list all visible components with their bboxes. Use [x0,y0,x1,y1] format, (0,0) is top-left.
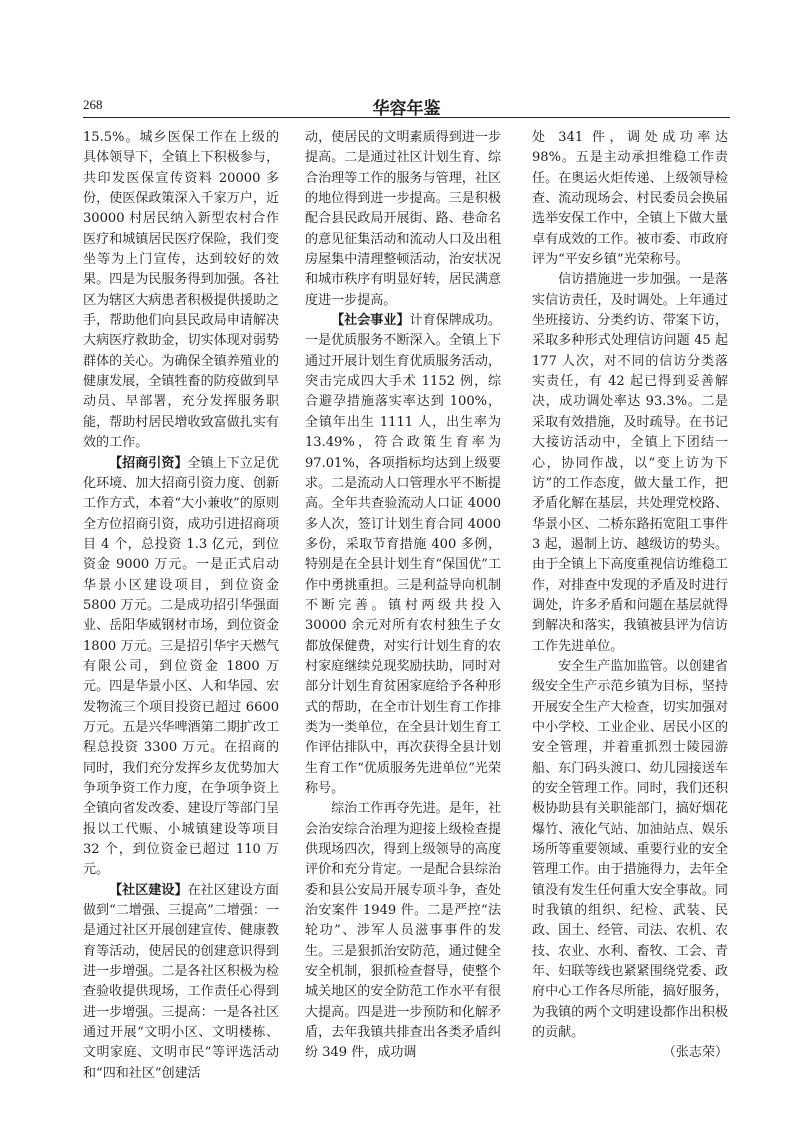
running-title: 华容年鉴 [372,99,441,119]
paragraph-safety: 安全生产监加监管。以创建省级安全生产示范乡镇为目标，坚持开展安全生产大检查，切实加强对中小学校、工业企业、居民小区的安全管理，并着重抓烈士陵园游船、东门码头渡口、幼儿园接送车的安全管理工作。同时，我们还积极协助县有关职能部门，搞好烟花爆竹、液化气站、加油站点、娱乐场所等重要领域、重要行业的安全管理工作。由于措施得力，去年全镇没有发生任何重大安全事故。同时我镇的组织、纪检、武装、民政、国土、经管、司法、农机、农技、农业、水利、畜牧、工会、青年、妇联等线也紧紧围绕党委、政府中心工作各尽所能，搞好服务，为我镇的两个文明建设都作出积极的贡献。 [532,658,728,1041]
paragraph-investment [83,454,279,881]
header-rule [83,117,730,118]
paragraph-social [305,311,501,799]
page-number: 268 [83,97,103,112]
page-header [83,94,730,119]
paragraph-medical-insurance: 15.5%。城乡医保工作在上级的具体领导下，全镇上下积极参与，共印发医保宣传资料 20000 多份，使医保政策深入千家万户，近 30000 村居民纳入新型农村合作医疗和城镇居民医疗保险，我们变坐等为上门宣传，达到较好的效果。四是为民服务得到加强。各社区为辖区大病患者积极提供援助之手，帮助他们向县民政局申请解决大病医疗救助金，切实体现对弱势群体的关心。为确保全镇养殖业的健康发展，全镇牲畜的防疫做到早动员、早部署，充分发挥服务职能，帮助村居民增收致富做扎实有效的工作。 [83,130,279,451]
paragraph-investment-text: 全镇上下立足优化环境、加大招商引资力度、创新工作方式，本着“大小兼收”的原则全方位招商引资，成功引进招商项目 4 个，总投资 1.3 亿元，到位资金 9000 万元。一是正式启动华景小区建设项目，到位资金 5800 万元。二是成功招引华强面业、岳阳华威钢材市场，到位资金 1800 万元。三是招引华宇天燃气有限公司，到位资金 1800 万元。四是华景小区、人和华园、宏发物流三个项目投资已超过 6600 万元。五是兴华啤酒第二期扩改工程总投资 3300 万元。在招商的同时，我们充分发挥乡友优势加大争项争资工作力度，在争项争资上全镇向省发改委、建设厅等部门呈报以工代赈、小城镇建设等项目 32 个，到位资金已超过 110 万元。 [83,455,279,878]
section-heading-investment: 【招商引资】 [109,455,188,471]
paragraph-social-text: 计育保牌成功。一是优质服务不断深入。全镇上下通过开展计划生育优质服务活动，突击完成四大手术 1152 例，综合避孕措施落实率达到 100%，全镇年出生 1111 人，出生率为13.49%，符合政策生育率为 97.01%，各项指标均达到上级要求。二是流动人口管理水平不断提高。全年共查验流动人口证 4000 多人次，签订计划生育合同 4000 多份，采取节育措施 400 多例，特别是在全县计划生育“保国优”工作中勇挑重担。三是利益导向机制不断完善。镇村两级共投入 30000 余元对所有农村独生子女都放保健费，对实行计划生育的农村家庭继续兑现奖励扶助，同时对部分计划生育贫困家庭给予各种形式的帮助，在全市计划生育工作排类为一类单位，在全县计划生育工作评估排队中，再次获得全县计划生育工作“优质服务先进单位”光荣称号。 [305,313,501,796]
author-credit: （张志荣） [662,1045,728,1061]
section-heading-community: 【社区建设】 [109,882,188,898]
paragraph-petition: 信访措施进一步加强。一是落实信访责任，及时调处。上年通过坐班接访、分类约访、带案下访，采取多种形式处理信访问题 45 起 177 人次，对不同的信访分类落实责任，有 42 起已得到妥善解决，成功调处率达 93.3%。二是采取有效措施，及时疏导。在书记大接访活动中，全镇上下团结一心，协同作战，以“变上访为下访”的工作态度，做大量工作，把矛盾化解在基层，共处理党校路、华景小区、二桥东路拓宽阻工事件 3 起，遏制上访、越级访的势头。由于全镇上下高度重视信访维稳工作，对排查中发现的矛盾及时进行调处，许多矛盾和问题在基层就得到解决和落实，我镇被县评为信访工作先进单位。 [532,272,728,654]
column-left [83,128,279,1084]
paragraph-community-text: 在社区建设方面做到“二增强、三提高”二增强：一是通过社区开展创建宣传、健康教育等活动，使居民的创建意识得到进一步增强。二是各社区积极为检查验收提供现场，工作责任心得到进一步增强。三提高：一是各社区通过开展“文明小区、文明楼栋、文明家庭、文明市民”等评选活动和“四和社区”创建活 [83,882,279,1081]
section-heading-social: 【社会事业】 [331,313,410,329]
paragraph-security: 综治工作再夺先进。是年，社会治安综合治理为迎接上级检查提供现场四次，得到上级领导的高度评价和充分肯定。一是配合县综治委和县公安局开展专项斗争，查处治安案件 1949 件。二是严控“法轮功”、涉军人员滋事事件的发生。三是狠抓治安防范，通过健全安全机制，狠抓检查督导，使整个城关地区的安全防范工作水平有很大提高。四是进一步预防和化解矛盾，去年我镇共排查出各类矛盾纠纷 349 件，成功调 [305,801,501,1061]
paragraph-community-cont: 动，使居民的文明素质得到进一步提高。二是通过社区计划生育、综合治理等工作的服务与管理，社区的地位得到进一步提高。三是积极配合县民政局开展街、路、巷命名的意见征集活动和流动人口及出租房屋集中清理整顿活动，治安状况和城市秩序有明显好转，居民满意度进一步提高。 [305,130,501,308]
paragraph-community [83,881,279,1084]
column-right [532,128,728,1064]
paragraph-security-cont: 处 341 件，调处成功率达 98%。五是主动承担维稳工作责任。在奥运火炬传递、上级领导检查、流动现场会、村民委员会换届选举安保工作中，全镇上下做大量卓有成效的工作。被市委、市政府评为“平安乡镇”光荣称号。 [532,130,728,268]
column-middle [305,128,501,1064]
